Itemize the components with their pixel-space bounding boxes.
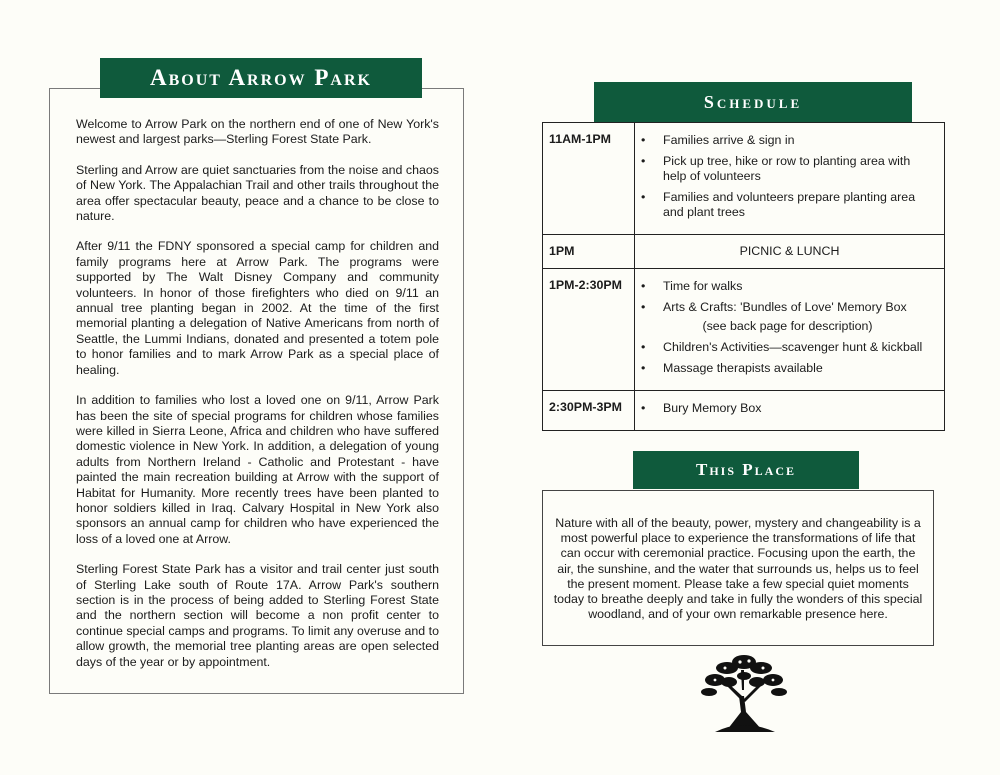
schedule-title: Schedule	[594, 82, 912, 122]
schedule-activities	[635, 391, 945, 431]
schedule-time: 1PM	[543, 235, 635, 269]
schedule-item: • Bury Memory Box	[639, 401, 936, 416]
schedule-item: • Families and volunteers prepare planting area and plant trees	[639, 190, 936, 220]
schedule-item: • Children's Activities—scavenger hunt & kickball	[639, 340, 936, 355]
schedule-item: • Arts & Crafts: 'Bundles of Love' Memory Box	[639, 300, 936, 315]
about-paragraph-1: Welcome to Arrow Park on the northern end of one of New York's newest and largest parks—Sterling Forest State Park.	[76, 117, 439, 147]
place-text: Nature with all of the beauty, power, mystery and changeability is a most powerful place to experience the transformations of life that can occur with ceremonial practice. Focusing upon the earth, the air, the sunshine, and the water that surrounds us, helps us to feel the present moment. Please take a few special quiet moments today to breathe deeply and take in fully the wonders of this special woodland, and of your own remarkable presence here.	[553, 516, 923, 622]
schedule-time: 1PM-2:30PM	[543, 269, 635, 391]
schedule-note: (see back page for description)	[702, 319, 873, 333]
schedule-row	[543, 235, 945, 269]
schedule-item: • Families arrive & sign in	[639, 133, 936, 148]
schedule-item: • Pick up tree, hike or row to planting area with help of volunteers	[639, 154, 936, 184]
schedule-item: • Massage therapists available	[639, 361, 936, 376]
about-title: About Arrow Park	[100, 58, 422, 98]
schedule-activities	[635, 123, 945, 235]
schedule-activities	[635, 269, 945, 391]
place-section	[542, 490, 934, 646]
tree-icon	[697, 650, 792, 735]
about-paragraph-4: In addition to families who lost a loved one on 9/11, Arrow Park has been the site of special programs for children whose families were killed in Sierra Leone, Africa and children who have suffered domestic violence in New York. In addition, a delegation of young adults from Northern Ireland - Catholic and Protestant - have painted the main recreation building at Arrow with the support of Habitat for Humanity. More recently trees have been planted to honor soldiers killed in Iraq. Calvary Hospital in New York also sponsors an annual camp for children who have experienced the loss of a loved one at Arrow.	[76, 393, 439, 546]
schedule-time: 11AM-1PM	[543, 123, 635, 235]
about-paragraph-5: Sterling Forest State Park has a visitor and trail center just south of Sterling Lake south of Route 17A. Arrow Park's southern section is in the process of being added to Sterling Forest State and the northern section will become a non profit center to continue special camps and programs. To limit any overuse and to allow growth, the memorial tree planting areas are open selected days of the year or by appointment.	[76, 562, 439, 669]
about-paragraph-3: After 9/11 the FDNY sponsored a special camp for children and family programs here at Arrow Park. The programs were supported by The Walt Disney Company and community volunteers. In honor of those firefighters who died on 9/11 an annual tree planting began in 2002. At the time of the first memorial planting a delegation of Native Americans from north of Seattle, the Lummi Indians, donated and presented a totem pole to honor families and to mark Arrow Park as a special place of healing.	[76, 239, 439, 377]
schedule-row	[543, 391, 945, 431]
schedule-table	[542, 122, 945, 431]
about-section	[49, 88, 464, 694]
schedule-lunch: PICNIC & LUNCH	[635, 235, 945, 269]
schedule-row	[543, 269, 945, 391]
schedule-time: 2:30PM-3PM	[543, 391, 635, 431]
schedule-row	[543, 123, 945, 235]
place-title: This Place	[633, 451, 859, 489]
schedule-item: • Time for walks	[639, 279, 936, 294]
about-paragraph-2: Sterling and Arrow are quiet sanctuaries from the noise and chaos of New York. The Appalachian Trail and other trails throughout the area offer spectacular beauty, peace and a chance to be close to nature.	[76, 162, 439, 224]
